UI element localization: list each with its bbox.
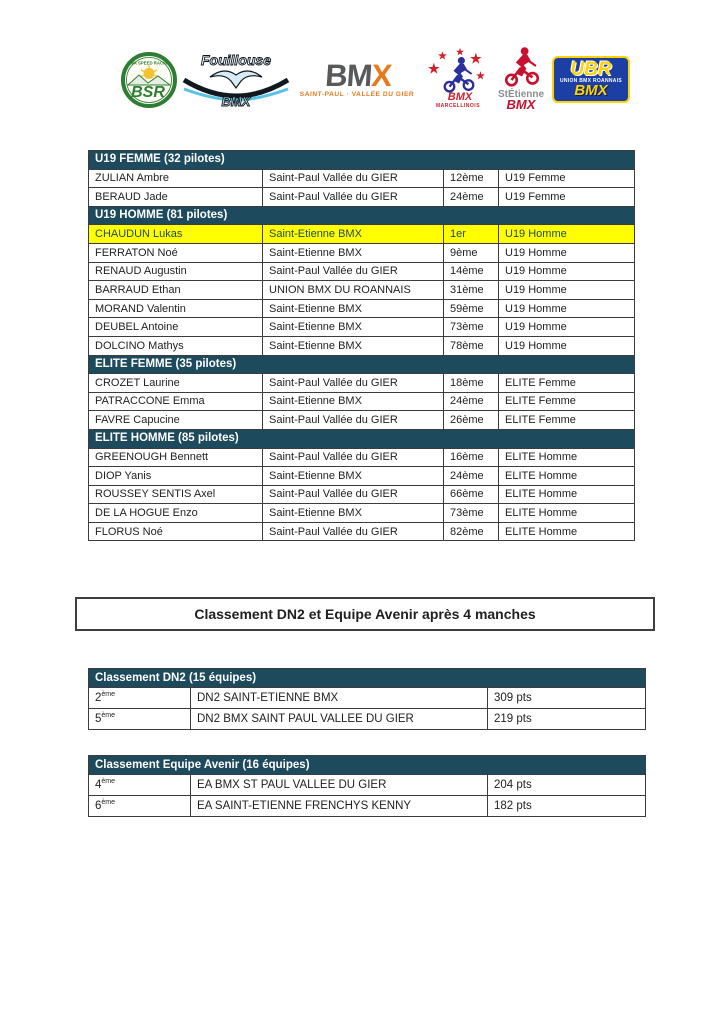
rider-name: GREENOUGH Bennett <box>89 448 263 467</box>
rider-club: Saint-Paul Vallée du GIER <box>263 411 444 430</box>
rider-club: Saint-Etienne BMX <box>263 299 444 318</box>
rider-row <box>89 318 635 337</box>
section-header-row <box>89 355 635 374</box>
rider-row <box>89 467 635 486</box>
team-rank-ordinal: ème <box>101 798 116 806</box>
section-header-label: U19 HOMME (81 pilotes) <box>89 206 635 225</box>
rider-name: CHAUDUN Lukas <box>89 225 263 244</box>
rider-category: U19 Homme <box>499 281 635 300</box>
dn2-ranking-table <box>88 668 646 730</box>
rider-category: U19 Homme <box>499 225 635 244</box>
rider-rank: 24ème <box>444 188 499 207</box>
rider-category: ELITE Femme <box>499 392 635 411</box>
svg-text:★: ★ <box>438 51 447 62</box>
section-header-label: ELITE HOMME (85 pilotes) <box>89 429 635 448</box>
rider-name: RENAUD Augustin <box>89 262 263 281</box>
st-etienne-logo <box>494 45 548 113</box>
rider-rank: 16ème <box>444 448 499 467</box>
team-rank: 2ème <box>89 688 191 709</box>
rider-club: Saint-Etienne BMX <box>263 392 444 411</box>
rider-club: Saint-Paul Vallée du GIER <box>263 485 444 504</box>
marcellinois-bmx-text: BMX <box>447 91 473 103</box>
team-row <box>89 796 646 817</box>
rider-row <box>89 188 635 207</box>
rider-club: Saint-Paul Vallée du GIER <box>263 522 444 541</box>
rider-category: ELITE Femme <box>499 374 635 393</box>
rider-name: BERAUD Jade <box>89 188 263 207</box>
fouillouse-logo <box>182 50 290 108</box>
team-name: EA BMX ST PAUL VALLEE DU GIER <box>191 775 488 796</box>
rider-rank: 66ème <box>444 485 499 504</box>
title-banner <box>75 597 655 631</box>
saint-paul-bmx-text <box>293 57 423 93</box>
team-points: 219 pts <box>488 709 646 730</box>
rider-row <box>89 374 635 393</box>
rider-name: PATRACCONE Emma <box>89 392 263 411</box>
rider-name: CROZET Laurine <box>89 374 263 393</box>
rider-name: ROUSSEY SENTIS Axel <box>89 485 263 504</box>
marcellinois-title: MARCELLINOIS <box>435 103 481 109</box>
rider-rank: 59ème <box>444 299 499 318</box>
rider-rank: 31ème <box>444 281 499 300</box>
title-banner-text: Classement DN2 et Equipe Avenir après 4 manches <box>194 606 536 622</box>
bsr-sun-icon <box>144 68 155 79</box>
fouillouse-bmx-text: BMX <box>221 94 251 108</box>
rider-category: U19 Femme <box>499 169 635 188</box>
rider-row <box>89 299 635 318</box>
ubr-logo <box>552 56 630 103</box>
svg-text:★: ★ <box>428 61 440 76</box>
rider-category: ELITE Homme <box>499 448 635 467</box>
team-name: EA SAINT-ETIENNE FRENCHYS KENNY <box>191 796 488 817</box>
section-header-label: ELITE FEMME (35 pilotes) <box>89 355 635 374</box>
team-row <box>89 709 646 730</box>
saint-paul-subtitle: SAINT-PAUL · VALLÉE DU GIER <box>299 90 415 98</box>
rider-club: Saint-Paul Vallée du GIER <box>263 448 444 467</box>
svg-text:★: ★ <box>470 51 482 66</box>
team-rank-ordinal: ème <box>101 711 116 719</box>
rider-club: Saint-Paul Vallée du GIER <box>263 374 444 393</box>
team-points: 182 pts <box>488 796 646 817</box>
rider-name: MORAND Valentin <box>89 299 263 318</box>
rider-rank: 24ème <box>444 392 499 411</box>
rider-rank: 73ème <box>444 504 499 523</box>
marcellinois-logo <box>426 45 490 113</box>
ubr-subtitle: UNION BMX ROANNAIS <box>559 77 623 84</box>
rider-rank: 12ème <box>444 169 499 188</box>
rider-row <box>89 485 635 504</box>
saint-paul-bm: BM <box>324 57 373 93</box>
svg-text:★: ★ <box>476 71 485 82</box>
rider-rank: 26ème <box>444 411 499 430</box>
section-header-label: Classement DN2 (15 équipes) <box>89 669 646 688</box>
saint-paul-x: X <box>370 57 393 93</box>
rider-category: ELITE Homme <box>499 467 635 486</box>
ubr-title: UBR <box>570 58 612 80</box>
rider-rank: 78ème <box>444 336 499 355</box>
rider-club: Saint-Paul Vallée du GIER <box>263 188 444 207</box>
rider-category: ELITE Homme <box>499 522 635 541</box>
rider-club: Saint-Paul Vallée du GIER <box>263 169 444 188</box>
rider-category: U19 Homme <box>499 243 635 262</box>
rider-rank: 14ème <box>444 262 499 281</box>
st-etienne-bmx-text: BMX <box>506 97 536 112</box>
team-row <box>89 688 646 709</box>
section-header-row <box>89 206 635 225</box>
st-etienne-title: StÉtienne <box>497 89 545 100</box>
rider-name: DEUBEL Antoine <box>89 318 263 337</box>
rider-name: FLORUS Noé <box>89 522 263 541</box>
team-name: DN2 BMX SAINT PAUL VALLEE DU GIER <box>191 709 488 730</box>
section-header-row <box>89 151 635 170</box>
section-header-label: U19 FEMME (32 pilotes) <box>89 151 635 170</box>
rider-row <box>89 448 635 467</box>
team-name: DN2 SAINT-ETIENNE BMX <box>191 688 488 709</box>
rider-rank: 1er <box>444 225 499 244</box>
rider-row <box>89 281 635 300</box>
section-header-row <box>89 669 646 688</box>
rider-club: Saint-Etienne BMX <box>263 467 444 486</box>
team-rank: 4ème <box>89 775 191 796</box>
rider-category: ELITE Homme <box>499 485 635 504</box>
rider-name: DIOP Yanis <box>89 467 263 486</box>
rider-rank: 18ème <box>444 374 499 393</box>
fouillouse-title: Fouillouse <box>201 52 271 68</box>
rider-club: Saint-Paul Vallée du GIER <box>263 262 444 281</box>
rider-rank: 73ème <box>444 318 499 337</box>
section-header-row <box>89 429 635 448</box>
logo-strip <box>120 44 623 114</box>
rider-rank: 9ème <box>444 243 499 262</box>
team-rank-ordinal: ème <box>101 777 116 785</box>
rider-category: ELITE Homme <box>499 504 635 523</box>
rider-club: Saint-Etienne BMX <box>263 243 444 262</box>
rider-category: U19 Homme <box>499 336 635 355</box>
rider-row <box>89 522 635 541</box>
avenir-ranking-table <box>88 755 646 817</box>
rider-row <box>89 262 635 281</box>
rider-club: Saint-Etienne BMX <box>263 336 444 355</box>
ubr-bmx-text: BMX <box>574 81 608 99</box>
fouillouse-eagle-icon <box>210 71 262 88</box>
rider-name: FAVRE Capucine <box>89 411 263 430</box>
rider-category: ELITE Femme <box>499 411 635 430</box>
team-points: 204 pts <box>488 775 646 796</box>
rider-row <box>89 243 635 262</box>
rider-row <box>89 225 635 244</box>
team-rank-ordinal: ème <box>101 690 116 698</box>
rider-rank: 24ème <box>444 467 499 486</box>
rider-club: Saint-Etienne BMX <box>263 504 444 523</box>
rider-row <box>89 169 635 188</box>
rider-row <box>89 336 635 355</box>
team-points: 309 pts <box>488 688 646 709</box>
rider-category: U19 Homme <box>499 318 635 337</box>
rider-category: U19 Homme <box>499 299 635 318</box>
rider-club: Saint-Etienne BMX <box>263 225 444 244</box>
rider-name: ZULIAN Ambre <box>89 169 263 188</box>
bsr-arc-text: BMX SPEED RACING <box>127 60 171 66</box>
results-table <box>88 150 635 541</box>
section-header-label: Classement Equipe Avenir (16 équipes) <box>89 756 646 775</box>
bsr-logo <box>120 47 178 111</box>
rider-category: U19 Femme <box>499 188 635 207</box>
saint-paul-logo <box>293 57 424 98</box>
rider-category: U19 Homme <box>499 262 635 281</box>
rider-name: DOLCINO Mathys <box>89 336 263 355</box>
team-rank: 5ème <box>89 709 191 730</box>
bsr-title: BSR <box>131 84 165 101</box>
rider-club: Saint-Etienne BMX <box>263 318 444 337</box>
section-header-row <box>89 756 646 775</box>
rider-name: BARRAUD Ethan <box>89 281 263 300</box>
st-etienne-rider-icon <box>506 47 538 85</box>
rider-rank: 82ème <box>444 522 499 541</box>
team-row <box>89 775 646 796</box>
rider-name: FERRATON Noé <box>89 243 263 262</box>
rider-row <box>89 504 635 523</box>
rider-row <box>89 411 635 430</box>
rider-row <box>89 392 635 411</box>
rider-club: UNION BMX DU ROANNAIS <box>263 281 444 300</box>
rider-name: DE LA HOGUE Enzo <box>89 504 263 523</box>
team-rank: 6ème <box>89 796 191 817</box>
svg-text:★: ★ <box>456 47 465 57</box>
marcellinois-rider-icon <box>445 57 474 91</box>
